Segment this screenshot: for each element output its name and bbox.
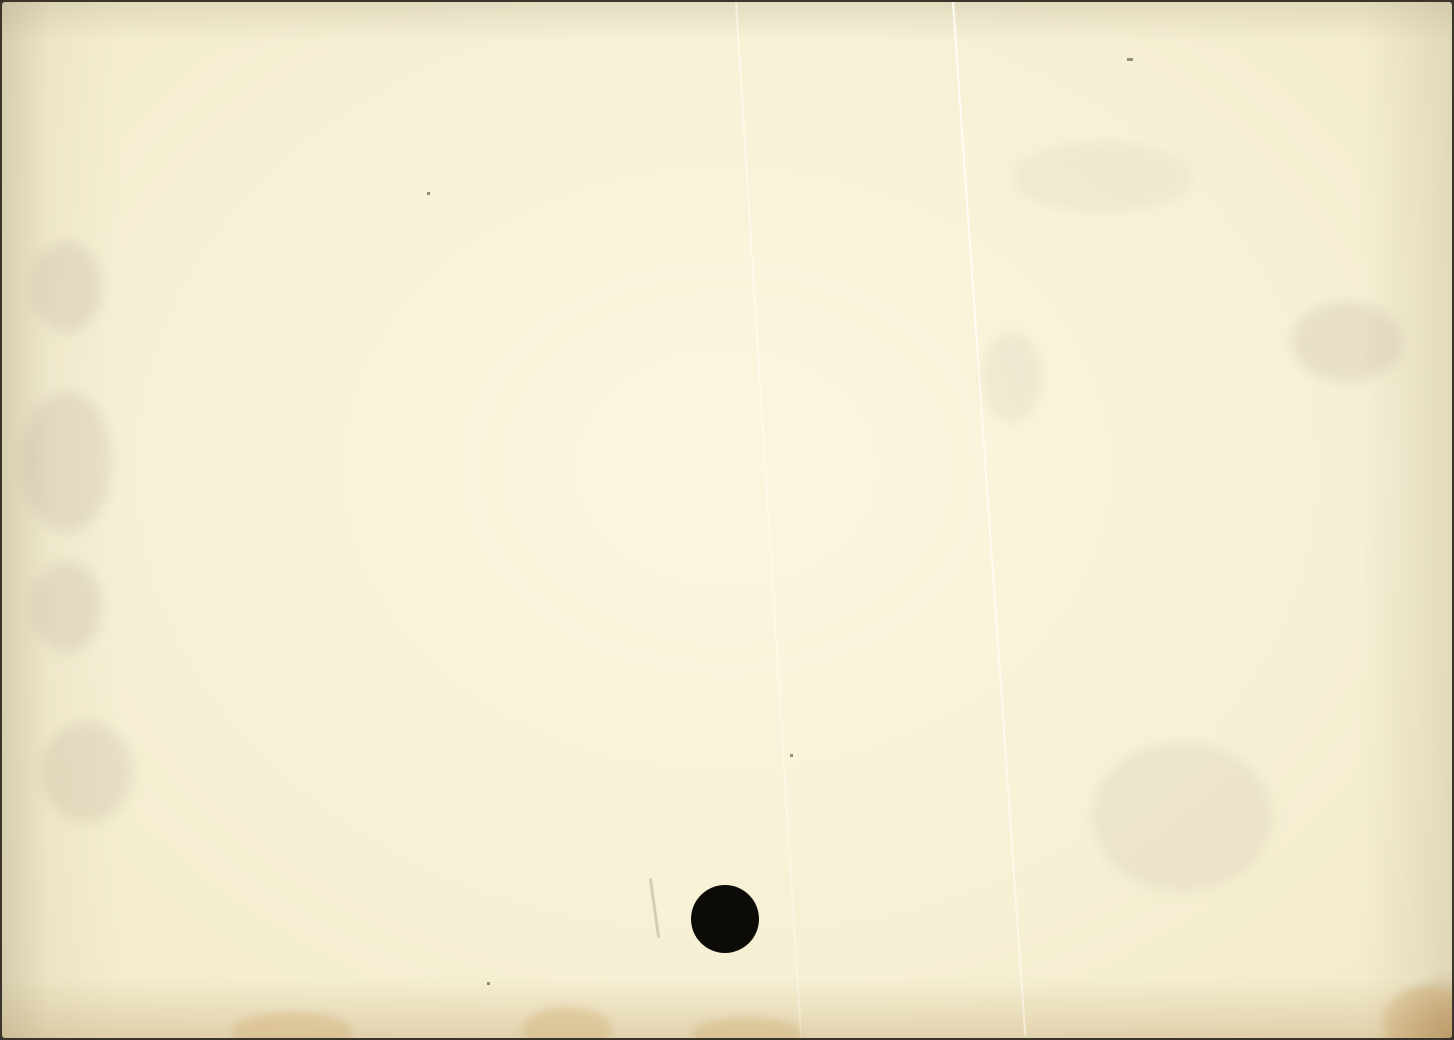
smudge (22, 392, 112, 532)
punch-hole (691, 885, 759, 953)
speck (487, 982, 490, 985)
speck (427, 192, 430, 195)
paper-crease (735, 2, 802, 1036)
blank-card (2, 2, 1452, 1038)
right-edge-shading (1362, 2, 1452, 1038)
paper-crease (952, 2, 1026, 1035)
top-edge-shading (2, 2, 1452, 42)
smudge (1092, 742, 1272, 892)
pencil-mark (649, 878, 660, 938)
smudge (32, 562, 102, 652)
smudge (42, 722, 132, 822)
speck (790, 754, 793, 757)
smudge (1012, 142, 1192, 212)
speck (1127, 58, 1133, 61)
smudge (982, 332, 1042, 422)
smudge (32, 242, 102, 332)
smudge (1292, 302, 1402, 382)
